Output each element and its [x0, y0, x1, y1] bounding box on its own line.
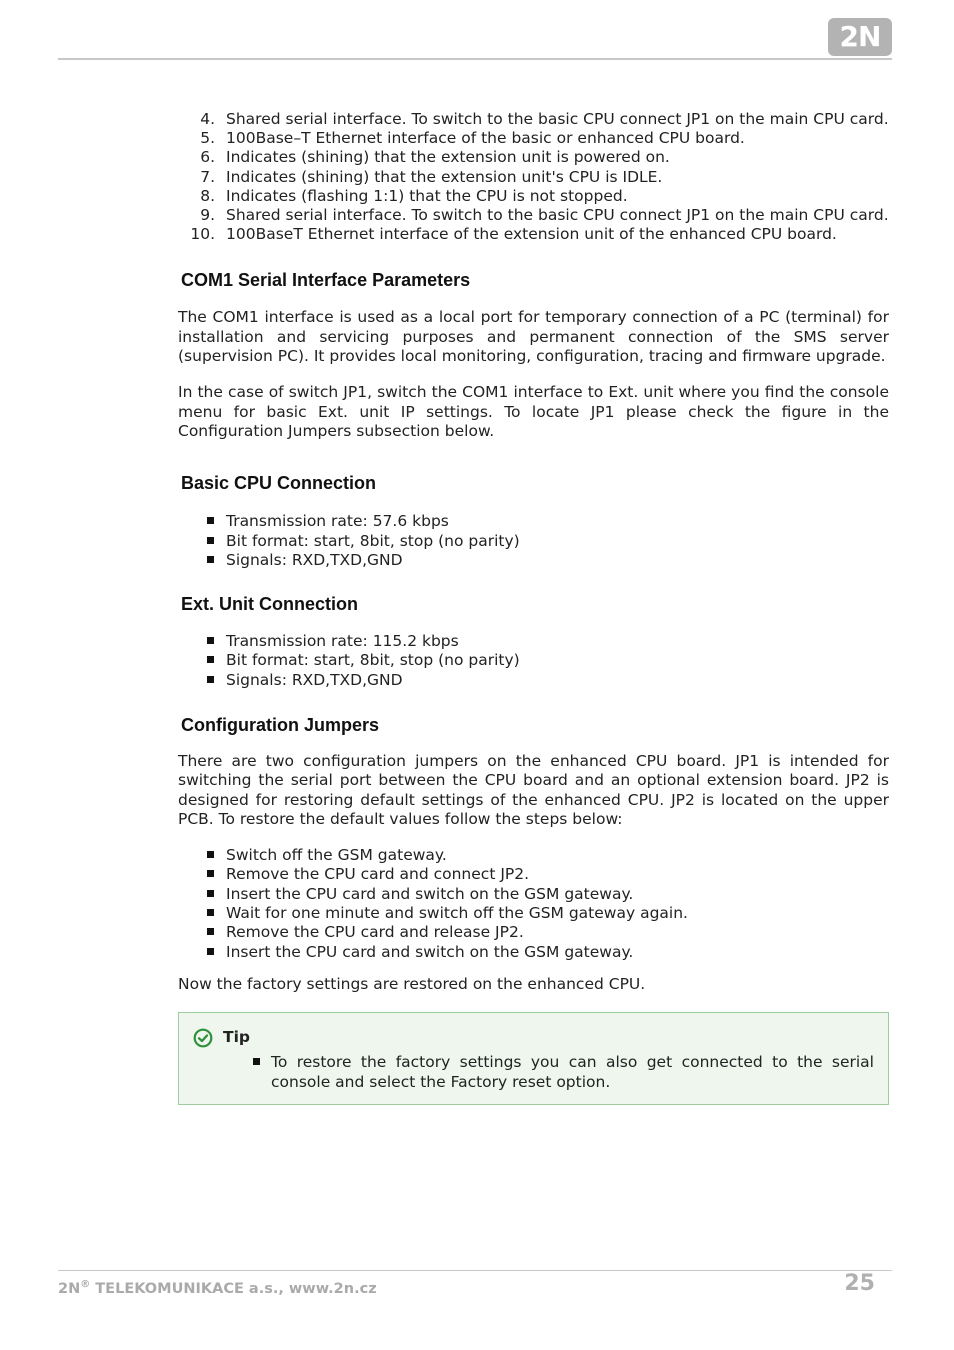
numbered-list: [178, 110, 889, 244]
tip-box: [178, 1012, 889, 1105]
jumpers-steps-list: [178, 846, 889, 962]
list-item: 8. Indicates (flashing 1:1) that the CPU is not stopped.: [200, 186, 628, 205]
page-content: [178, 110, 889, 1105]
list-item: Signals: RXD,TXD,GND: [178, 671, 889, 690]
basic-cpu-list: [178, 512, 889, 570]
list-item: Transmission rate: 57.6 kbps: [178, 512, 889, 531]
list-item: To restore the factory settings you can also get connected to the serial console and select the Factory reset option.: [193, 1053, 874, 1092]
list-item: 10. 100BaseT Ethernet interface of the extension unit of the enhanced CPU board.: [190, 225, 837, 244]
list-item: Switch off the GSM gateway.: [178, 846, 889, 865]
jumpers-paragraph: There are two configuration jumpers on the enhanced CPU board. JP1 is intended for switching the serial port between the CPU board and an optional extension board. JP2 is designed for restoring default settings of the enhanced CPU. JP2 is located on the upper PCB. To restore the default values follow the steps below:: [178, 751, 889, 828]
tip-label: Tip: [223, 1027, 250, 1046]
list-item: Transmission rate: 115.2 kbps: [178, 632, 889, 651]
list-item: 9. Shared serial interface. To switch to the basic CPU connect JP1 on the main CPU card.: [200, 206, 889, 225]
jumpers-closing: Now the factory settings are restored on the enhanced CPU.: [178, 974, 646, 993]
list-item: Remove the CPU card and release JP2.: [178, 923, 889, 942]
footer-company: 2N® TELEKOMUNIKACE a.s., www.2n.cz: [58, 1279, 377, 1297]
tip-list: [193, 1053, 874, 1092]
list-item: Insert the CPU card and switch on the GSM gateway.: [178, 885, 889, 904]
section-heading-com1: COM1 Serial Interface Parameters: [181, 270, 471, 291]
tip-header: [193, 1025, 874, 1048]
list-item: Signals: RXD,TXD,GND: [178, 551, 889, 570]
footer-divider: [58, 1270, 892, 1271]
list-item: 7. Indicates (shining) that the extension unit's CPU is IDLE.: [200, 167, 663, 186]
2n-logo: 2N: [828, 18, 892, 56]
list-item: Wait for one minute and switch off the GSM gateway again.: [178, 904, 889, 923]
list-item: Bit format: start, 8bit, stop (no parity): [178, 651, 889, 670]
list-item: Remove the CPU card and connect JP2.: [178, 865, 889, 884]
list-item: 4. Shared serial interface. To switch to the basic CPU connect JP1 on the main CPU card.: [200, 110, 889, 128]
section-heading-basic-cpu: Basic CPU Connection: [181, 473, 377, 494]
list-item: Bit format: start, 8bit, stop (no parity): [178, 532, 889, 551]
list-item: Insert the CPU card and switch on the GSM gateway.: [178, 943, 889, 962]
ext-unit-list: [178, 632, 889, 690]
com1-paragraph-2: In the case of switch JP1, switch the COM1 interface to Ext. unit where you find the console menu for basic Ext. unit IP settings. To locate JP1 please check the figure in the Configuration Jumpers subsection below.: [178, 383, 889, 440]
list-item: 5. 100Base–T Ethernet interface of the basic or enhanced CPU board.: [200, 129, 745, 148]
section-heading-ext-unit: Ext. Unit Connection: [181, 594, 358, 615]
header-divider: [58, 58, 892, 60]
com1-paragraph-1: The COM1 interface is used as a local port for temporary connection of a PC (terminal) for installation and servicing purposes and permanent connection of the SMS server (supervision PC). It provides local monitoring, configuration, tracing and firmware upgrade.: [178, 308, 889, 366]
page-number: 25: [844, 1271, 875, 1296]
list-item: 6. Indicates (shining) that the extension unit is powered on.: [200, 148, 670, 167]
check-circle-icon: [193, 1028, 213, 1048]
section-heading-config-jumpers: Configuration Jumpers: [181, 714, 380, 735]
